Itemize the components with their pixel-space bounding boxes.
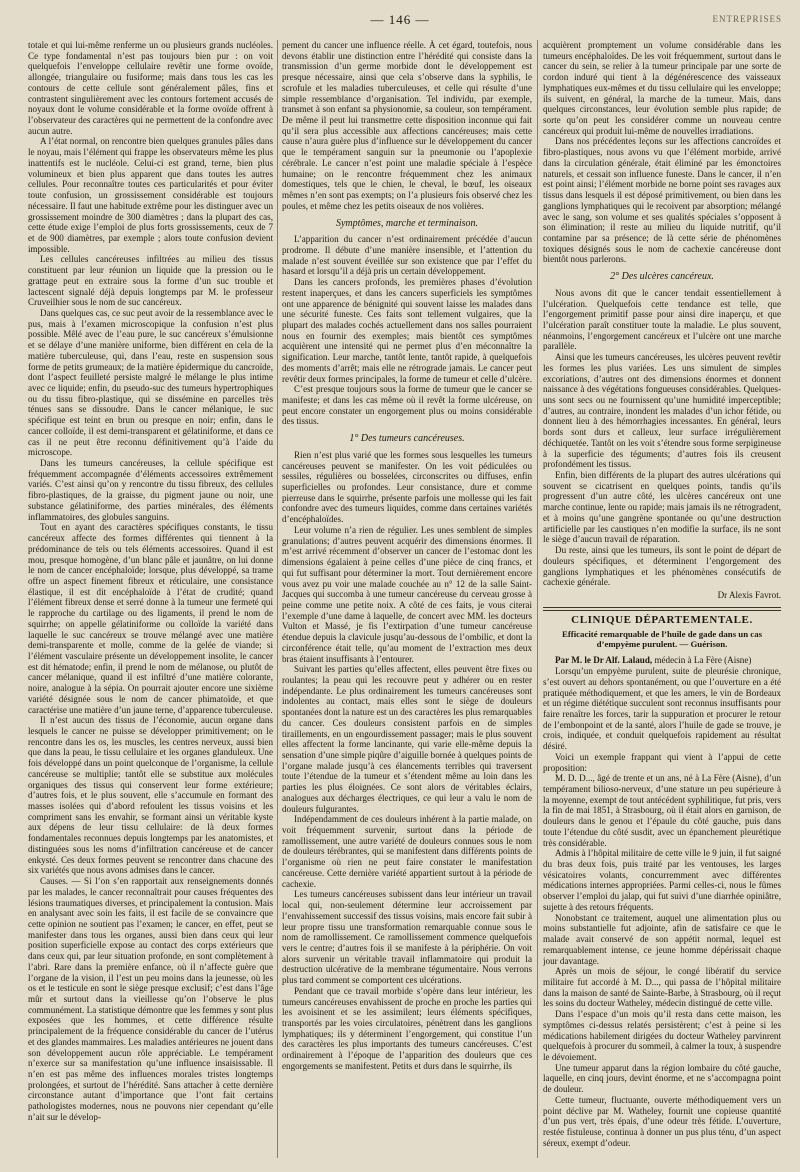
body-paragraph: Dans les cancers profonds, les premières phases d’évolution restent inaperçues, et dans les cancers superficiels les symptômes ont une apparence de bénignité qui souvent laisse les malades dans une sécurité funeste. Ces faits sont tellement vulgaires, que la plupart des malades cochés actuellement dans nos salles pourraient nous en fournir des exemples; mais bientôt ces symptômes acquièrent une intensité qui ne permet plus d’en méconnaître la signification. Leur marche, tantôt lente, tantôt rapide, à quelquefois des moments d’arrêt; mais elle ne rétrograde jamais. Le cancer peut revêtir deux formes principales, la forme de tumeur et celle d’ulcère. xyxy=(282,277,532,384)
body-paragraph: Lorsqu’un empyème purulent, suite de pleurésie chronique, s’est ouvert au dehors spontanément, ou que l’ouverture en a été pratiquée méthodiquement, et que les amers, le vin de Bordeaux et un régime diététique succulent sont reconnus insuffisants pour faire renaître les forces, tarir la suppuration et procurer le retour de l’embonpoint et de la santé, alors l’huile de gade se trouve, je crois, indiquée, et conduit quelquefois rapidement au résultat désiré. xyxy=(543,666,781,752)
body-paragraph: L’apparition du cancer n’est ordinairement précédée d’aucun prodrome. Il débute d’une manière insensible, et l’attention du malade n’est souvent éveillée sur son existence que par l’effet du hasard et lorsqu’il a déjà pris un certain développement. xyxy=(282,234,532,277)
column-right xyxy=(543,40,781,1160)
body-paragraph: Enfin, bien différents de la plupart des autres ulcérations qui souvent se cicatrisent en quelques points, tandis qu’ils progressent d’un autre côté, les ulcères cancéreux ont une marche continue, lente ou rapide; mais jamais ils ne rétrogradent, et à moins qu’une gangrène spontanée ou qu’une destruction artificielle par les caustiques n’en modifie la surface, ils ne sont le siège d’aucun travail de réparation. xyxy=(543,470,781,545)
body-paragraph: Admis à l’hôpital militaire de cette ville le 9 juin, il fut saigné du bras deux fois, puis traité par les ventouses, les larges vésicatoires volants, concurremment avec différentes médications internes appropriées. Parmi celles-ci, nous le fûmes observer l’emploi du jalap, qui fut suivi d’une diarrhée opiniâtre, sujette à des retours fréquents. xyxy=(543,848,781,912)
body-paragraph: Dans nos précédentes leçons sur les affections cancroïdes et fibro-plastiques, nous avons vu que l’élément morbide, arrivé dans la circulation générale, était éliminé par les émonctoires naturels, et cessait son influence funeste. Dans le cancer, il n’en est point ainsi; l’élément morbide ne borne point ses ravages aux tissus dans lesquels il est déposé primitivement, ou bien dans les ganglions lymphatiques qui le recoivent par absorption; mélangé avec le sang, son volume et ses qualités spéciales s’opposent à son élimination; il reste au milieu du liquide nutritif, qu’il contamine par sa présence; de là cette série de phénomènes toxiques désignés sous le nom de cachexie cancéreuse dont bientôt nous parlerons. xyxy=(543,136,781,265)
clinic-section-title: CLINIQUE DÉPARTEMENTALE. xyxy=(571,613,753,626)
body-paragraph: Les tumeurs cancéreuses subissent dans leur intérieur un travail local qui, non-seulement détermine leur accroissement par l’envahissement successif des tissus voisins, mais encore fait subir à leur propre tissu une transformation remarquable connue sous le nom de ramollissement. Ce ramollissement commence quelquefois vers le centre; d’autres fois il se manifeste à la périphérie. On voit alors survenir un véritable travail inflammatoire qui produit la destruction ulcérative de la membrane tégumentaire. Nous verrons plus tard comment se comportent ces ulcérations. xyxy=(282,889,532,986)
body-paragraph: pement du cancer une influence réelle. À cet égard, toutefois, nous devons établir une distinction entre l’hérédité qui consiste dans la transmission d’un germe morbide dont le développement est presque nécessaire, ainsi que cela s’observe dans la syphilis, le scrofule et les maladies tuberculeuses, et celle qui résulte d’une simple ressemblance d’organisation. Tel individu, par exemple, transmet à son enfant sa physionomie, sa couleur, son tempérament. De même il peut lui transmettre cette disposition inconnue qui fait qu’il sera plus accessible aux affections cancéreuses; mais cette cause n’aura guère plus d’influence sur le développement du cancer que le tempérament sanguin sur la pneumonie ou l’apoplexie cérébrale. Le cancer n’est point une maladie spéciale à l’espèce humaine; on le rencontre fréquemment chez les animaux domestiques, tels que le chien, le cheval, le bœuf, les oiseaux mêmes n’en sont pas exempts; on l’a plusieurs fois observé chez les poules, et même chez les petits oiseaux de nos volières. xyxy=(282,40,532,211)
body-paragraph: Causes. — Si l’on s’en rapportait aux renseignements donnés par les malades, le cancer reconnaîtrait pour causes fréquentes des lésions traumatiques diverses, et principalement la contusion. Mais en analysant avec soin les faits, il est facile de se convaincre que cette opinion ne soutient pas l’examen; le cancer, en effet, peut se manifester dans tous les organes, aussi bien dans ceux qui leur position superficielle expose au contact des corps extérieurs que dans ceux qui, par leur situation profonde, en sont complètement à l’abri. Rare dans la première enfance, où il n’affecte guère que l’organe de la vision, il l’est un peu moins dans la jeunesse, où les os et le testicule en sont le siège presque exclusif; c’est dans l’âge mûr et surtout dans la vieillesse qu’on l’observe le plus communément. La statistique démontre que les femmes y sont plus exposées que les hommes, et cette différence résulte principalement de la fréquence considérable du cancer de l’utérus et des glandes mammaires. Les maladies antérieures ne jouent dans son développement aucun rôle appréciable. Le tempérament n’exerce sur sa manifestation qu’une influence insaisissable. Il n’en est pas même des influences morales tristes longtemps prolongées, et surtout de l’hérédité. Sans attacher à cette dernière circonstance autant d’importance que l’ont fait certains pathologistes modernes, nous ne pouvons nier cependant qu’elle n’ait sur le dévelop- xyxy=(28,876,273,1122)
section-rule-top xyxy=(543,607,781,608)
page-number: — 146 — xyxy=(370,12,430,27)
body-paragraph: Leur volume n’a rien de régulier. Les unes semblent de simples granulations; d’autres peuvent acquérir des dimensions énormes. Il m’est arrivé récemment d’observer un cancer de l’estomac dont les dimensions égalaient à peine celles d’une pièce de cinq francs, et qui fut suffisant pour déterminer la mort. Tout dernièrement encore vous avez pu voir une malade couchée au n° 12 de la salle Saint-Jacques qui succomba à une tumeur cancéreuse du cerveau grosse à peine comme une petite noix. A côté de ces faits, je vous citerai l’exemple d’une dame à laquelle, de concert avec MM. les docteurs Vulton et Massé, je fis l’extirpation d’une tumeur cancéreuse étendue depuis la clavicule jusqu’au-dessous de l’ombilic, et dont la circonférence était telle, qu’au moment de l’extraction mes deux bras étaient insuffisants à l’entourer. xyxy=(282,524,532,664)
byline-affiliation: médecin à La Fère (Aisne) xyxy=(652,655,752,666)
byline-author: Par M. le Dr Alf. Lalaud, xyxy=(555,655,653,666)
body-paragraph: acquièrent promptement un volume considérable dans les tumeurs encéphaloïdes. De les voit fréquemment, surtout dans le cancer du sein, se relier à la tumeur principale par une sorte de cordon induré qui tient à la dégénérescence des vaisseaux lymphatiques eux-mêmes et du tissu cellulaire qui les enveloppe; ils suivent, en général, la marche de la tumeur. Mais, dans quelques circonstances, leur évolution semble plus rapide; de sorte qu’on peut les considérer comme un nouveau centre cancéreux qui produit lui-même de nouvelles irradiations. xyxy=(543,40,781,136)
body-paragraph: Tout en ayant des caractères spécifiques constants, le tissu cancéreux affecte des formes différentes qui tiennent à la prédominance de tels ou tels éléments accessoires. Quand il est mou, presque homogène, d’un blanc pâle et jaunâtre, on lui donne le nom de cancer encéphaloïde; lorsque, plus développé, sa trame offre un aspect finement fibreux et réticulaire, une consistance élastique, il est dit encéphaloïde à l’état de crudité; quand l’élément fibreux dense et serré donne à la tumeur une fermeté qui le rapproche du cartilage ou des ligaments, il prend le nom de squirrhe; on appelle gélatiniforme ou colloïde la variété dans laquelle le suc cancéreux se trouve mélangé avec une matière demi-transparente et molle, comme de la gelée de viande; si l’élément vasculaire présente un développement insolite, le cancer est dit hématode; enfin, il prend le nom de mélanose, ou plutôt de cancer mélanique, quand il est infiltré d’une matière colorante, noire, analogue à la sépia. On pourrait ajouter encore une sixième variété désignée sous le nom de cancer phimatoïde, et que caractérise une matière d’un jaune terne, d’apparence tuberculeuse. xyxy=(28,522,273,715)
author-signature: Dr Alexis Favrot. xyxy=(717,589,781,600)
body-paragraph: Dans l’espace d’un mois qu’il resta dans cette maison, les symptômes ci-dessus relatés persistèrent; c’est à peine si les médications habilement dirigées du docteur Watheley parvinrent quelquefois à procurer du sommeil, à calmer la toux, à suspendre le dévoiement. xyxy=(543,1009,781,1062)
section-heading: Symptômes, marche et terminaison. xyxy=(335,217,479,229)
body-paragraph: Les cellules cancéreuses infiltrées au milieu des tissus constituent par leur réunion un liquide que la pression ou le grattage peut en extraire sous la forme d’un suc trouble et lactescent signalé déjà depuis longtemps par M. le professeur Cruveilhier sous le nom de suc cancéreux. xyxy=(28,254,273,308)
body-paragraph: Voici un exemple frappant qui vient à l’appui de cette proposition: xyxy=(543,751,781,773)
body-paragraph: Pendant que ce travail morbide s’opère dans leur intérieur, les tumeurs cancéreuses envahissent de proche en proche les parties qui les avoisinent et se les assimilent; leurs éléments spécifiques, transportés par les voies circulatoires, pénètrent dans les ganglions lymphatiques; ils y déterminent l’engorgement, qui constitue l’un des caractères les plus importants des tumeurs cancéreuses. C’est ordinairement à l’époque de l’apparition des douleurs que ces engorgements se manifestent. Petits et durs dans le squirrhe, ils xyxy=(282,985,532,1071)
body-paragraph: Suivant les parties qu’elles affectent, elles peuvent être fixes ou roulantes; la peau qui les recouvre peut y adhérer ou en rester indépendante. Le plus ordinairement les tumeurs cancéreuses sont indolentes au contact, mais elles sont le siège de douleurs spontanées dont la nature est un des caractères les plus remarquables du cancer. Ces douleurs consistent parfois en de simples tiraillements, en un engourdissement passager; mais le plus souvent elles affectent la forme lancinante, qui varie elle-même depuis la sensation d’une simple piqûre d’aiguille bornée à quelques points de l’organe malade jusqu’à ces élancements terribles qui traversent toute l’étendue de la tumeur et s’étendent même au loin dans les parties les plus éloignées. Ce sont alors de véritables éclairs, analogues aux décharges électriques, ce qui leur a valu le nom de douleurs fulgurantes. xyxy=(282,664,532,814)
margin-mark: ENTREPRISES xyxy=(712,14,782,24)
section-heading: 2° Des ulcères cancéreux. xyxy=(610,271,714,283)
article-title: Efficacité remarquable de l’huile de gade dans un cas d’empyème purulent. — Guérison. xyxy=(561,629,763,650)
body-paragraph: A l’état normal, on rencontre bien quelques granules pâles dans le noyau, mais l’élément qui frappe les observateurs même les plus inattentifs est le nucléole. Celui-ci est grand, terne, bien plus volumineux et bien plus apparent que dans toutes les autres cellules. Pour reconnaître toutes ces particularités et pour éviter toute confusion, un grossissement considérable est toujours nécessaire. Il faut une habitude extrême pour les distinguer avec un grossissement moindre de 300 diamètres ; dans la plupart des cas, cette étude exige l’emploi de plus forts grossissements, ceux de 7 et de 900 diamètres, par exemple ; alors toute confusion devient impossible. xyxy=(28,136,273,254)
body-paragraph: M. D. D..., âgé de trente et un ans, né à La Fère (Aisne), d’un tempérament bilioso-nerveux, d’une stature un peu supérieure à la moyenne, exempt de tout antécédent syphilitique, fut pris, vers la fin de mai 1851, à Strasbourg, où il était alors en garnison, de douleurs dans le genou et l’épaule du côté gauche, puis dans toute l’étendue du côté susdit, avec un épanchement pleurétique très considérable. xyxy=(543,773,781,848)
body-paragraph: Cette tumeur, fluctuante, ouverte méthodiquement vers un point déclive par M. Watheley, fournit une copieuse quantité d’un pus vert, très épais, d’une odeur très fétide. L’ouverture, restée fistuleuse, continua à donner un pus plus ténu, d’un aspect séreux, exempt d’odeur. xyxy=(543,1094,781,1148)
body-paragraph: Rien n’est plus varié que les formes sous lesquelles les tumeurs cancéreuses peuvent se manifester. On les voit pédiculées ou sessiles, régulières ou bosselées, circonscrites ou diffuses, enfin superficielles ou profondes. Leur consistance, dure et comme pierreuse dans le squirrhe, présente parfois une mollesse qui les fait confondre avec des tumeurs liquides, comme dans certaines variétés d’encéphaloïdes. xyxy=(282,449,532,525)
body-paragraph: Une tumeur apparut dans la région lombaire du côté gauche, laquelle, en cinq jours, devint énorme, et ne s’accompagna point de douleur. xyxy=(543,1062,781,1095)
column-divider-right xyxy=(537,40,538,1158)
column-left xyxy=(28,40,273,1160)
body-paragraph: C’est presque toujours sous la forme de tumeur que le cancer se manifeste; et dans les cas même où il revêt la forme ulcéreuse, on peut encore constater un engorgement plus ou moins considérable des tissus. xyxy=(282,384,532,427)
body-paragraph: Nous avons dit que le cancer tendait essentiellement à l’ulcération. Quelquefois cette tendance est telle, que l’engorgement primitif passe pour ainsi dire inaperçu, et que l’ulcération paraît constituer toute la maladie. Le plus souvent, néanmoins, l’engorgement cancéreux et l’ulcère ont une marche parallèle. xyxy=(543,287,781,352)
byline xyxy=(543,655,781,666)
body-paragraph: Ainsi que les tumeurs cancéreuses, les ulcères peuvent revêtir les formes les plus variées. Les uns simulent de simples excoriations, d’autres ont des dimensions énormes et donnent naissance à des végétations fongueuses considérables. Quelques-uns sont secs ou ne fournissent qu’une humidité imperceptible; d’autres, au contraire, inondent les malades d’un ichor fétide, ou donnent lieu à des hémorrhagies incessantes. En général, leurs bords sont durs et calleux, leur surface irrégulièrement déchiquetée. Tantôt on les voit s’étendre sous forme serpigineuse à la superficie des téguments; d’autres fois ils creusent profondément les tissus. xyxy=(543,352,781,470)
body-paragraph: Dans quelques cas, ce suc peut avoir de la ressemblance avec le pus, mais à l’examen microscopique la confusion n’est plus possible. Mêlé avec de l’eau pure, le suc cancéreux s’émulsionne et se délaye d’une manière uniforme, bien différent en cela de la matière tuberculeuse, qui, dans l’eau, reste en suspension sous forme de petits grumeaux; de la matière épidermique du cancroïde, dont l’aspect feuilleté persiste malgré le mélange le plus intime avec ce liquide; enfin, du pseudo-suc des tumeurs hypertrophiques ou du tissu fibro-plastique, qui se dissémine en parcelles très ténues sans se dissoudre. Dans le cancer mélanique, le suc spécifique est teint en brun ou presque en noir; enfin, dans le cancer colloïde, il est demi-transparent et gélatiniforme, et dans ce cas il ne peut être reconnu définitivement qu’à l’aide du microscope. xyxy=(28,307,273,458)
column-middle xyxy=(282,40,532,1160)
page-header xyxy=(0,12,800,34)
body-paragraph: Du reste, ainsi que les tumeurs, ils sont le point de départ de douleurs spécifiques, et déterminent l’engorgement des ganglions lymphatiques et les phénomènes consécutifs de cachexie générale. xyxy=(543,545,781,588)
body-paragraph: Indépendamment de ces douleurs inhérent à la partie malade, on voit fréquemment survenir, surtout dans la période de ramollissement, une autre variété de douleurs connues sous le nom de douleurs térébrantes, qui se manifestent dans différents points de l’organisme où rien ne peut faire constater le manifestation cancéreuse. Cette dernière variété appartient surtout à la période de cachexie. xyxy=(282,814,532,889)
body-paragraph: Après un mois de séjour, le congé libératif du service militaire fut accordé à M. D..., qui passa de l’hôpital militaire dans la maison de santé de Sainte-Barbe, à Strasbourg, où il reçut les soins du docteur Watheley, médecin distingué de cette ville. xyxy=(543,966,781,1009)
body-paragraph: Nonobstant ce traitement, auquel une alimentation plus ou moins substantielle fut adjointe, afin de satisfaire ce que le malade avait conservé de son appétit normal, lequel est remarquablement intense, ce jeune homme dépérissait chaque jour davantage. xyxy=(543,912,781,966)
section-rule-bottom xyxy=(543,610,781,611)
section-heading: 1° Des tumeurs cancéreuses. xyxy=(349,433,465,445)
body-paragraph: Il n’est aucun des tissus de l’économie, aucun organe dans lesquels le cancer ne puisse se développer primitivement; on le rencontre dans les os, les muscles, les centres nerveux, aussi bien que dans la peau, le tissu cellulaire et les organes glanduleux. Une fois développé dans un point quelconque de l’organisme, la cellule cancéreuse se multiplie; tantôt elle se substitue aux molécules organiques des tissus qui conservent leur forme extérieure; d’autres fois, et le plus souvent, elle s’accumule en formant des masses isolées qui d’abord refoulent les tissus voisins et les compriment sans les envahir, se formant ainsi un véritable kyste aux dépens de leur tissu cellulaire: de là deux formes fondamentales reconnues depuis longtemps par les anatomistes, et distinguées sous les noms d’infiltration cancéreuse et de cancer enkysté. Ces deux formes peuvent se rencontrer dans chacune des six variétés que nous avons admises dans le cancer. xyxy=(28,715,273,876)
column-divider-left xyxy=(277,40,278,1158)
body-paragraph: totale et qui lui-même renferme un ou plusieurs grands nucléoles. Ce type fondamental n’est pas toujours bien pur : on voit quelquefois l’enveloppe cellulaire revêtir une forme ovoïde, allongée, triangulaire ou fusiforme; mais dans tous les cas les contours de cette cellule sont généralement pâles, fins et contrastent singulièrement avec les contours fortement accusés de noyaux dont le volume considérable et la forme ovoïde offrent à l’observateur des caractères qui ne permettent de la confondre avec aucun autre. xyxy=(28,40,273,136)
body-paragraph: Dans les tumeurs cancéreuses, la cellule spécifique est fréquemment accompagnée d’éléments accessoires extrêmement variés. C’est ainsi qu’on y rencontre du tissu fibreux, des cellules fibro-plastiques, de la graisse, du pigment jaune ou noir, une substance gélatiniforme, des parties minérales, des éléments inflammatoires, des globules sanguins. xyxy=(28,458,273,522)
